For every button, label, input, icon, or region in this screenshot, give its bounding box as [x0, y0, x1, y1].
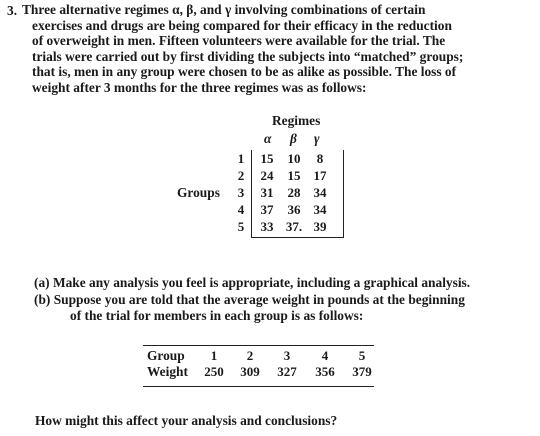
data-cell: 10 [287, 151, 301, 166]
weight-value: 356 [315, 364, 335, 379]
group-number: 3 [237, 185, 245, 200]
data-cell: 37 [260, 202, 274, 217]
table-rule-bottom [143, 386, 374, 387]
group-row-label: Group [147, 348, 185, 363]
regimes-title: Regimes [272, 113, 321, 128]
problem-number: 3. [7, 3, 18, 18]
data-cell: 24 [260, 168, 274, 183]
intro-line: exercises and drugs are being compared for their efficacy in the reduction [32, 17, 452, 33]
regime-label-beta: β [290, 131, 297, 146]
group-number: 2 [246, 348, 254, 363]
data-cell: 36 [287, 202, 301, 217]
regime-label-gamma: γ [314, 131, 320, 146]
group-number: 5 [358, 348, 366, 363]
weight-value: 250 [204, 364, 224, 379]
weight-value: 379 [352, 364, 372, 379]
intro-line: trials were carried out by first dividing the subjects into “matched” groups; [32, 48, 464, 64]
question-b-line1: (b) Suppose you are told that the average weight in pounds at the beginning [34, 292, 465, 307]
data-cell: 15 [287, 168, 301, 183]
data-cell: 33 [260, 219, 274, 234]
data-cell: 34 [313, 202, 327, 217]
data-cell: 8 [316, 151, 324, 166]
group-number: 4 [237, 202, 245, 217]
intro-line: that is, men in any group were chosen to be as alike as possible. The loss of [32, 64, 457, 80]
data-cell: 37. [285, 219, 303, 234]
group-number: 1 [210, 348, 218, 363]
closing-question: How might this affect your analysis and conclusions? [35, 413, 338, 428]
question-b-line2: of the trial for members in each group is as follows: [70, 308, 364, 323]
data-cell: 34 [313, 185, 327, 200]
group-number: 3 [283, 348, 291, 363]
data-cell: 31 [260, 185, 274, 200]
group-number: 1 [237, 151, 245, 166]
data-cell: 28 [287, 185, 301, 200]
group-number: 4 [321, 348, 329, 363]
groups-label: Groups [177, 185, 220, 200]
intro-line: weight after 3 months for the three regimes was as follows: [32, 79, 367, 95]
weight-row-label: Weight [147, 364, 188, 379]
intro-line: of overweight in men. Fifteen volunteers were available for the trial. The [32, 33, 446, 49]
data-cell: 15 [260, 151, 274, 166]
question-a: (a) Make any analysis you feel is appropriate, including a graphical analysis. [34, 275, 471, 290]
intro-line: Three alternative regimes α, β, and γ involving combinations of certain [22, 2, 426, 17]
group-number: 5 [237, 219, 245, 234]
regime-label-alpha: α [264, 131, 272, 146]
table-rule-top [143, 345, 374, 346]
weight-value: 309 [240, 364, 260, 379]
problem-intro [22, 2, 512, 96]
regimes-data-box [251, 150, 344, 238]
data-cell: 17 [313, 168, 327, 183]
weight-value: 327 [277, 364, 297, 379]
data-cell: 39 [313, 219, 327, 234]
group-number: 2 [237, 168, 245, 183]
